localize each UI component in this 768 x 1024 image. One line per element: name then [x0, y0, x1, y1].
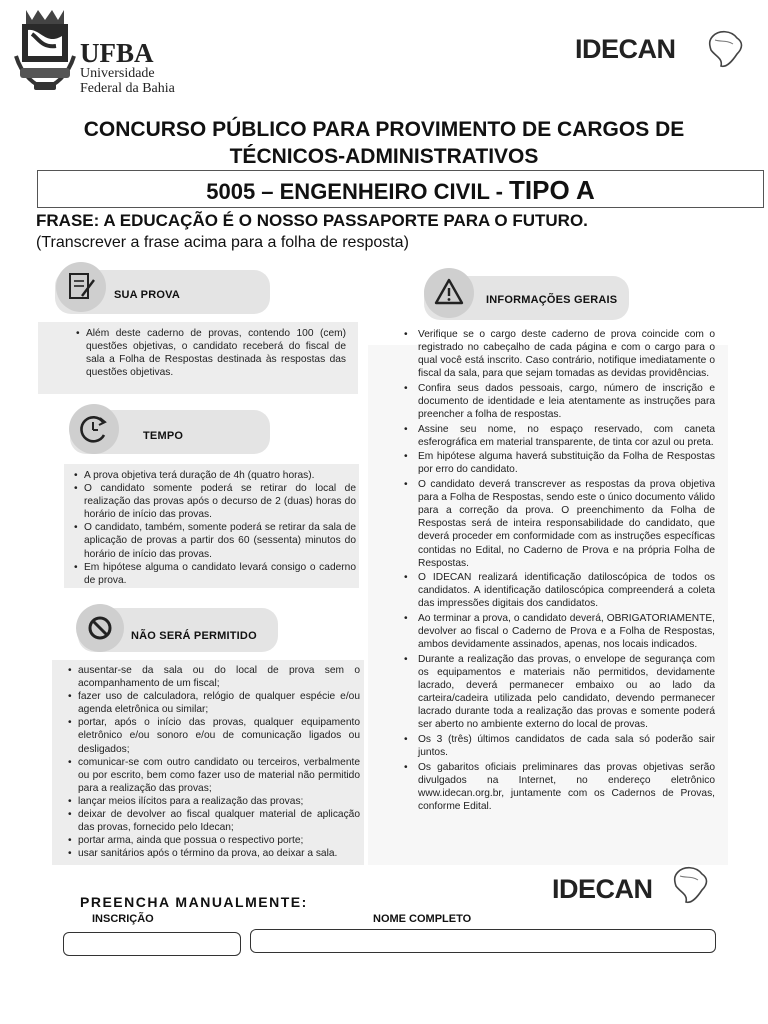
organizer-name: IDECAN [575, 34, 676, 64]
inscricao-field[interactable] [63, 932, 241, 956]
preencha-manualmente: PREENCHA MANUALMENTE: [80, 894, 308, 910]
list-item: • comunicar-se com outro candidato ou terceiros, verbalmente ou por escrito, bem como fazer uso de material não permitido para a realização das provas; [68, 756, 360, 795]
organizer-name-bottom: IDECAN [552, 874, 653, 904]
list-item: • O candidato somente poderá se retirar do local de realização das provas após o decurso de 2 (duas) horas do horário de início das provas. [74, 482, 356, 521]
inscricao-label: INSCRIÇÃO [92, 913, 154, 925]
cargo-title [37, 175, 764, 206]
tempo-list [74, 469, 356, 587]
university-line2: Federal da Bahia [80, 81, 175, 96]
informacoes-label: INFORMAÇÕES GERAIS [486, 294, 618, 306]
list-item: • lançar meios ilícitos para a realização das provas; [68, 795, 360, 808]
prohibited-icon [76, 604, 124, 652]
tempo-icon-circle [69, 404, 119, 454]
list-item: • ausentar-se da sala ou do local de prova sem o acompanhamento de um fiscal; [68, 664, 360, 690]
nao-permitido-list [68, 664, 360, 860]
list-item: • Os gabaritos oficiais preliminares das provas objetivas serão divulgados na Internet, no endereço eletrônico www.idecan.org.br, juntamente com os Cadernos de Provas, conforme Edital. [402, 761, 715, 813]
cargo-name: 5005 – ENGENHEIRO CIVIL - [206, 179, 510, 204]
list-item: • Além deste caderno de provas, contendo 100 (cem) questões objetivas, o candidato receberá do fiscal de sala a Folha de Respostas destinada às respostas das questões objetivas. [76, 327, 346, 379]
list-item: • portar, após o início das provas, qualquer equipamento eletrônico e/ou sonoro e/ou de comunicação ligados ou desligados; [68, 716, 360, 755]
informacoes-list [402, 328, 715, 814]
clock-icon [69, 404, 119, 454]
tempo-label: TEMPO [143, 430, 184, 442]
list-item: • Em hipótese alguma haverá substituição da Folha de Respostas por erro do candidato. [402, 450, 715, 476]
list-item: • usar sanitários após o término da prova, ao deixar a sala. [68, 847, 360, 860]
sua-prova-label: SUA PROVA [114, 289, 180, 301]
ufba-wordmark [80, 40, 200, 96]
list-item: • Verifique se o cargo deste caderno de prova coincide com o registrado no cabeçalho de cada página e com o cargo para o qual você está inscrito. Caso contrário, notifique imediatamente o fiscal da sala, para que sejam tomadas as devidas providências. [402, 328, 715, 380]
list-item: • A prova objetiva terá duração de 4h (quatro horas). [74, 469, 356, 482]
list-item: • portar arma, ainda que possua o respectivo porte; [68, 834, 360, 847]
list-item: • O candidato deverá transcrever as respostas da prova objetiva para a Folha de Respostas, sendo este o único documento válido para a correção da prova. O preenchimento da Folha de Respostas será de inteira responsabilidade do candidato, que deverá proceder em conformidade com as instruções específicas contidas no Edital, no Caderno de Prova e na própria Folha de Respostas. [402, 478, 715, 570]
idecan-logo-bottom [552, 868, 722, 910]
list-item: • Em hipótese alguma o candidato levará consigo o caderno de prova. [74, 561, 356, 587]
list-item: • O IDECAN realizará identificação datiloscópica de todos os candidatos. A identificação datiloscópica compreenderá a coleta das impressões digitais dos candidatos. [402, 571, 715, 610]
title-line2: TÉCNICOS-ADMINISTRATIVOS [229, 145, 539, 168]
exam-type: TIPO A [509, 175, 595, 205]
list-item: • Durante a realização das provas, o envelope de segurança com os equipamentos e materiais não permitidos, devidamente lacrado, deverá permanecer embaixo ou ao lado da carteira/cadeira utilizada pelo candidato, devendo permanecer lacrado durante toda a realização das provas e somente poderá ser aberto no ambiente externo do local de provas. [402, 653, 715, 732]
list-item: • Os 3 (três) últimos candidatos de cada sala só poderão sair juntos. [402, 733, 715, 759]
list-item: • O candidato, também, somente poderá se retirar da sala de aplicação de provas a partir dos 60 (sessenta) minutos do horário de início das provas. [74, 521, 356, 560]
university-line1: Universidade [80, 66, 155, 81]
sua-prova-icon-circle [56, 262, 106, 312]
brazil-map-icon [705, 28, 745, 70]
sua-prova-list [76, 327, 346, 379]
list-item: • Confira seus dados pessoais, cargo, número de inscrição e documento de identidade e leia atentamente as instruções para preencher a folha de respostas. [402, 382, 715, 421]
list-item: • Ao terminar a prova, o candidato deverá, OBRIGATORIAMENTE, devolver ao fiscal o Caderno de Prova e a Folha de Respostas, ambos devidamente assinados, apenas, nos locais indicados. [402, 612, 715, 651]
phrase: FRASE: A EDUCAÇÃO É O NOSSO PASSAPORTE PARA O FUTURO. [36, 211, 588, 230]
nao-permitido-label: NÃO SERÁ PERMITIDO [131, 630, 257, 642]
list-item: • fazer uso de calculadora, relógio de qualquer espécie e/ou agenda eletrônica ou similar; [68, 690, 360, 716]
list-item: • deixar de devolver ao fiscal qualquer material de aplicação das provas, fornecido pelo Idecan; [68, 808, 360, 834]
brazil-map-icon [670, 864, 710, 906]
document-pen-icon [56, 262, 106, 312]
warning-icon [424, 268, 474, 318]
nome-completo-field[interactable] [250, 929, 716, 953]
idecan-logo-top [575, 30, 745, 72]
list-item: • Assine seu nome, no espaço reservado, com caneta esferográfica em material transparente, de tinta cor azul ou preta. [402, 423, 715, 449]
ufba-crest-logo [12, 6, 78, 96]
phrase-instruction: (Transcrever a frase acima para a folha de resposta) [36, 234, 409, 251]
title-line1: CONCURSO PÚBLICO PARA PROVIMENTO DE CARGOS DE [83, 118, 685, 141]
nome-completo-label: NOME COMPLETO [373, 913, 472, 925]
university-acronym: UFBA [80, 38, 154, 68]
informacoes-icon-circle [424, 268, 474, 318]
nao-permitido-icon-circle [76, 604, 124, 652]
exam-title [30, 116, 738, 170]
